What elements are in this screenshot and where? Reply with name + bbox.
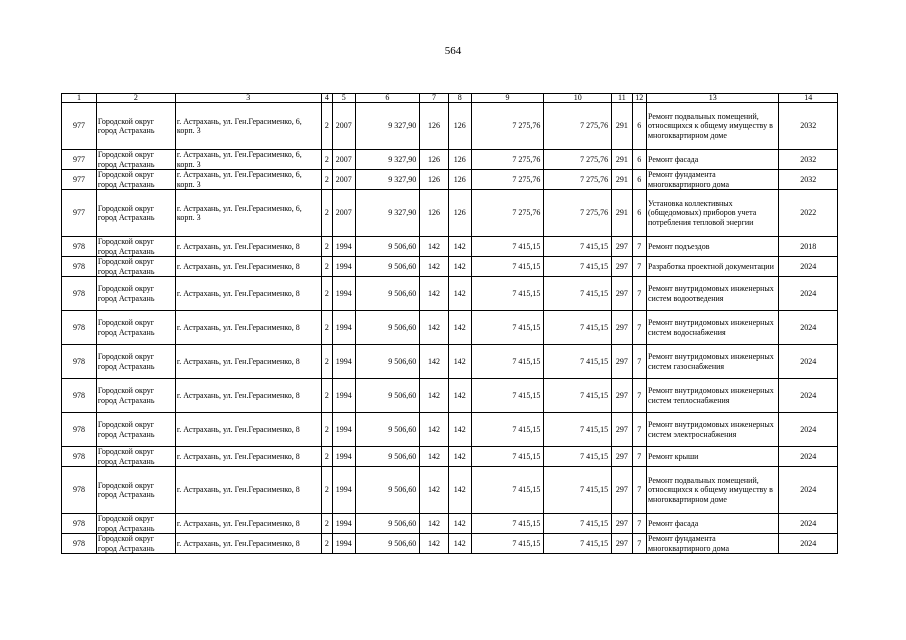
floors-cell: 2: [321, 311, 332, 345]
table-row: [62, 170, 838, 190]
category-cell: 7: [632, 447, 646, 467]
premises-area-cell: 7 415,15: [544, 413, 612, 447]
total-area-cell: 9 327,90: [355, 170, 420, 190]
living-area-cell: 7 415,15: [471, 277, 544, 311]
apartments-cell: 297: [612, 277, 633, 311]
residents-cell: 126: [420, 170, 449, 190]
living-area-cell: 7 415,15: [471, 534, 544, 554]
address-cell: г. Астрахань, ул. Ген.Герасименко, 8: [175, 345, 321, 379]
plan-year-cell: 2024: [779, 257, 838, 277]
floors-cell: 2: [321, 413, 332, 447]
registered-cell: 142: [448, 534, 471, 554]
address-cell: г. Астрахань, ул. Ген.Герасименко, 6, корп. 3: [175, 150, 321, 170]
residents-cell: 142: [420, 514, 449, 534]
category-cell: 7: [632, 237, 646, 257]
address-cell: г. Астрахань, ул. Ген.Герасименко, 8: [175, 514, 321, 534]
year-cell: 1994: [332, 311, 355, 345]
column-number: 8: [448, 94, 471, 103]
table-row: [62, 237, 838, 257]
work-type-cell: Ремонт фасада: [646, 514, 778, 534]
year-cell: 1994: [332, 257, 355, 277]
row-number-cell: 978: [62, 237, 97, 257]
living-area-cell: 7 415,15: [471, 345, 544, 379]
apartments-cell: 297: [612, 534, 633, 554]
municipality-cell: Городской округ город Астрахань: [96, 150, 175, 170]
row-number-cell: 978: [62, 379, 97, 413]
floors-cell: 2: [321, 170, 332, 190]
year-cell: 2007: [332, 103, 355, 150]
residents-cell: 142: [420, 277, 449, 311]
plan-year-cell: 2024: [779, 534, 838, 554]
premises-area-cell: 7 415,15: [544, 379, 612, 413]
year-cell: 1994: [332, 345, 355, 379]
residents-cell: 142: [420, 257, 449, 277]
floors-cell: 2: [321, 379, 332, 413]
residents-cell: 142: [420, 379, 449, 413]
municipality-cell: Городской округ город Астрахань: [96, 257, 175, 277]
residents-cell: 126: [420, 103, 449, 150]
floors-cell: 2: [321, 514, 332, 534]
apartments-cell: 297: [612, 447, 633, 467]
municipality-cell: Городской округ город Астрахань: [96, 345, 175, 379]
row-number-cell: 978: [62, 447, 97, 467]
floors-cell: 2: [321, 467, 332, 514]
work-type-cell: Ремонт фундамента многоквартирного дома: [646, 170, 778, 190]
registered-cell: 142: [448, 257, 471, 277]
apartments-cell: 297: [612, 345, 633, 379]
premises-area-cell: 7 415,15: [544, 447, 612, 467]
living-area-cell: 7 415,15: [471, 413, 544, 447]
registered-cell: 142: [448, 277, 471, 311]
apartments-cell: 297: [612, 413, 633, 447]
address-cell: г. Астрахань, ул. Ген.Герасименко, 8: [175, 311, 321, 345]
total-area-cell: 9 506,60: [355, 379, 420, 413]
column-number: 2: [96, 94, 175, 103]
table-row: [62, 379, 838, 413]
work-type-cell: Ремонт подъездов: [646, 237, 778, 257]
premises-area-cell: 7 415,15: [544, 467, 612, 514]
premises-area-cell: 7 415,15: [544, 277, 612, 311]
municipality-cell: Городской округ город Астрахань: [96, 534, 175, 554]
apartments-cell: 291: [612, 150, 633, 170]
apartments-cell: 291: [612, 190, 633, 237]
year-cell: 1994: [332, 413, 355, 447]
category-cell: 6: [632, 103, 646, 150]
column-number: 5: [332, 94, 355, 103]
category-cell: 7: [632, 379, 646, 413]
year-cell: 1994: [332, 277, 355, 311]
registered-cell: 126: [448, 190, 471, 237]
premises-area-cell: 7 415,15: [544, 514, 612, 534]
floors-cell: 2: [321, 447, 332, 467]
category-cell: 6: [632, 170, 646, 190]
row-number-cell: 978: [62, 277, 97, 311]
work-type-cell: Ремонт фасада: [646, 150, 778, 170]
registered-cell: 142: [448, 379, 471, 413]
table-row: [62, 514, 838, 534]
premises-area-cell: 7 275,76: [544, 170, 612, 190]
register-table: [61, 93, 838, 554]
page-number: 564: [444, 45, 462, 57]
municipality-cell: Городской округ город Астрахань: [96, 379, 175, 413]
address-cell: г. Астрахань, ул. Ген.Герасименко, 8: [175, 257, 321, 277]
category-cell: 7: [632, 534, 646, 554]
residents-cell: 142: [420, 534, 449, 554]
registered-cell: 142: [448, 237, 471, 257]
floors-cell: 2: [321, 257, 332, 277]
floors-cell: 2: [321, 237, 332, 257]
category-cell: 6: [632, 190, 646, 237]
apartments-cell: 297: [612, 237, 633, 257]
work-type-cell: Ремонт внутридомовых инженерных систем электроснабжения: [646, 413, 778, 447]
row-number-cell: 978: [62, 311, 97, 345]
municipality-cell: Городской округ город Астрахань: [96, 190, 175, 237]
row-number-cell: 978: [62, 413, 97, 447]
living-area-cell: 7 415,15: [471, 257, 544, 277]
row-number-cell: 977: [62, 150, 97, 170]
work-type-cell: Ремонт фундамента многоквартирного дома: [646, 534, 778, 554]
address-cell: г. Астрахань, ул. Ген.Герасименко, 8: [175, 277, 321, 311]
apartments-cell: 291: [612, 170, 633, 190]
living-area-cell: 7 275,76: [471, 190, 544, 237]
address-cell: г. Астрахань, ул. Ген.Герасименко, 6, корп. 3: [175, 190, 321, 237]
residents-cell: 142: [420, 237, 449, 257]
category-cell: 7: [632, 345, 646, 379]
address-cell: г. Астрахань, ул. Ген.Герасименко, 8: [175, 467, 321, 514]
living-area-cell: 7 415,15: [471, 311, 544, 345]
table-row: [62, 447, 838, 467]
apartments-cell: 297: [612, 257, 633, 277]
address-cell: г. Астрахань, ул. Ген.Герасименко, 8: [175, 447, 321, 467]
work-type-cell: Ремонт подвальных помещений, относящихся к общему имуществу в многоквартирном доме: [646, 103, 778, 150]
residents-cell: 142: [420, 413, 449, 447]
row-number-cell: 978: [62, 514, 97, 534]
total-area-cell: 9 506,60: [355, 534, 420, 554]
floors-cell: 2: [321, 150, 332, 170]
registered-cell: 126: [448, 150, 471, 170]
registered-cell: 142: [448, 345, 471, 379]
column-number: 10: [544, 94, 612, 103]
category-cell: 7: [632, 257, 646, 277]
table-row: [62, 311, 838, 345]
total-area-cell: 9 506,60: [355, 413, 420, 447]
work-type-cell: Установка коллективных (общедомовых) приборов учета потребления тепловой энергии: [646, 190, 778, 237]
residents-cell: 126: [420, 150, 449, 170]
column-number: 1: [62, 94, 97, 103]
work-type-cell: Ремонт внутридомовых инженерных систем водоотведения: [646, 277, 778, 311]
year-cell: 1994: [332, 447, 355, 467]
address-cell: г. Астрахань, ул. Ген.Герасименко, 8: [175, 534, 321, 554]
year-cell: 1994: [332, 534, 355, 554]
column-number: 13: [646, 94, 778, 103]
plan-year-cell: 2032: [779, 150, 838, 170]
apartments-cell: 297: [612, 311, 633, 345]
floors-cell: 2: [321, 277, 332, 311]
year-cell: 1994: [332, 237, 355, 257]
premises-area-cell: 7 415,15: [544, 311, 612, 345]
row-number-cell: 978: [62, 467, 97, 514]
total-area-cell: 9 327,90: [355, 150, 420, 170]
registered-cell: 126: [448, 103, 471, 150]
column-number: 12: [632, 94, 646, 103]
residents-cell: 142: [420, 467, 449, 514]
table-row: [62, 257, 838, 277]
table-row: [62, 150, 838, 170]
total-area-cell: 9 327,90: [355, 190, 420, 237]
table-row: [62, 277, 838, 311]
category-cell: 7: [632, 277, 646, 311]
total-area-cell: 9 506,60: [355, 277, 420, 311]
municipality-cell: Городской округ город Астрахань: [96, 170, 175, 190]
address-cell: г. Астрахань, ул. Ген.Герасименко, 6, корп. 3: [175, 170, 321, 190]
address-cell: г. Астрахань, ул. Ген.Герасименко, 8: [175, 237, 321, 257]
living-area-cell: 7 275,76: [471, 103, 544, 150]
table-row: [62, 413, 838, 447]
table-row: [62, 534, 838, 554]
premises-area-cell: 7 415,15: [544, 345, 612, 379]
living-area-cell: 7 415,15: [471, 514, 544, 534]
work-type-cell: Ремонт внутридомовых инженерных систем водоснабжения: [646, 311, 778, 345]
work-type-cell: Разработка проектной документации: [646, 257, 778, 277]
column-number: 3: [175, 94, 321, 103]
living-area-cell: 7 415,15: [471, 379, 544, 413]
category-cell: 7: [632, 413, 646, 447]
table-row: [62, 345, 838, 379]
residents-cell: 142: [420, 311, 449, 345]
work-type-cell: Ремонт подвальных помещений, относящихся к общему имуществу в многоквартирном доме: [646, 467, 778, 514]
work-type-cell: Ремонт внутридомовых инженерных систем теплоснабжения: [646, 379, 778, 413]
category-cell: 6: [632, 150, 646, 170]
total-area-cell: 9 506,60: [355, 467, 420, 514]
year-cell: 1994: [332, 514, 355, 534]
total-area-cell: 9 327,90: [355, 103, 420, 150]
work-type-cell: Ремонт крыши: [646, 447, 778, 467]
living-area-cell: 7 415,15: [471, 447, 544, 467]
row-number-cell: 978: [62, 534, 97, 554]
total-area-cell: 9 506,60: [355, 257, 420, 277]
premises-area-cell: 7 415,15: [544, 257, 612, 277]
table-row: [62, 467, 838, 514]
total-area-cell: 9 506,60: [355, 447, 420, 467]
floors-cell: 2: [321, 103, 332, 150]
address-cell: г. Астрахань, ул. Ген.Герасименко, 8: [175, 379, 321, 413]
municipality-cell: Городской округ город Астрахань: [96, 447, 175, 467]
row-number-cell: 977: [62, 103, 97, 150]
year-cell: 2007: [332, 150, 355, 170]
municipality-cell: Городской округ город Астрахань: [96, 311, 175, 345]
residents-cell: 142: [420, 447, 449, 467]
registered-cell: 142: [448, 467, 471, 514]
row-number-cell: 978: [62, 345, 97, 379]
plan-year-cell: 2024: [779, 277, 838, 311]
registered-cell: 126: [448, 170, 471, 190]
plan-year-cell: 2024: [779, 447, 838, 467]
column-number-row: [62, 94, 838, 103]
municipality-cell: Городской округ город Астрахань: [96, 103, 175, 150]
table-body: [62, 94, 838, 554]
apartments-cell: 291: [612, 103, 633, 150]
plan-year-cell: 2024: [779, 379, 838, 413]
municipality-cell: Городской округ город Астрахань: [96, 277, 175, 311]
column-number: 6: [355, 94, 420, 103]
registered-cell: 142: [448, 311, 471, 345]
category-cell: 7: [632, 514, 646, 534]
total-area-cell: 9 506,60: [355, 514, 420, 534]
registered-cell: 142: [448, 413, 471, 447]
premises-area-cell: 7 275,76: [544, 103, 612, 150]
year-cell: 1994: [332, 379, 355, 413]
plan-year-cell: 2024: [779, 311, 838, 345]
plan-year-cell: 2032: [779, 103, 838, 150]
municipality-cell: Городской округ город Астрахань: [96, 413, 175, 447]
floors-cell: 2: [321, 345, 332, 379]
plan-year-cell: 2024: [779, 413, 838, 447]
premises-area-cell: 7 415,15: [544, 534, 612, 554]
premises-area-cell: 7 275,76: [544, 190, 612, 237]
premises-area-cell: 7 275,76: [544, 150, 612, 170]
floors-cell: 2: [321, 190, 332, 237]
plan-year-cell: 2022: [779, 190, 838, 237]
registered-cell: 142: [448, 447, 471, 467]
living-area-cell: 7 415,15: [471, 467, 544, 514]
municipality-cell: Городской округ город Астрахань: [96, 237, 175, 257]
premises-area-cell: 7 415,15: [544, 237, 612, 257]
apartments-cell: 297: [612, 379, 633, 413]
column-number: 7: [420, 94, 449, 103]
column-number: 9: [471, 94, 544, 103]
total-area-cell: 9 506,60: [355, 345, 420, 379]
plan-year-cell: 2024: [779, 345, 838, 379]
plan-year-cell: 2018: [779, 237, 838, 257]
table-row: [62, 190, 838, 237]
total-area-cell: 9 506,60: [355, 237, 420, 257]
municipality-cell: Городской округ город Астрахань: [96, 514, 175, 534]
row-number-cell: 977: [62, 190, 97, 237]
address-cell: г. Астрахань, ул. Ген.Герасименко, 8: [175, 413, 321, 447]
plan-year-cell: 2032: [779, 170, 838, 190]
row-number-cell: 978: [62, 257, 97, 277]
address-cell: г. Астрахань, ул. Ген.Герасименко, 6, корп. 3: [175, 103, 321, 150]
living-area-cell: 7 275,76: [471, 170, 544, 190]
apartments-cell: 297: [612, 467, 633, 514]
column-number: 4: [321, 94, 332, 103]
residents-cell: 126: [420, 190, 449, 237]
year-cell: 2007: [332, 190, 355, 237]
registered-cell: 142: [448, 514, 471, 534]
year-cell: 2007: [332, 170, 355, 190]
residents-cell: 142: [420, 345, 449, 379]
category-cell: 7: [632, 311, 646, 345]
living-area-cell: 7 415,15: [471, 237, 544, 257]
municipality-cell: Городской округ город Астрахань: [96, 467, 175, 514]
column-number: 11: [612, 94, 633, 103]
column-number: 14: [779, 94, 838, 103]
floors-cell: 2: [321, 534, 332, 554]
apartments-cell: 297: [612, 514, 633, 534]
category-cell: 7: [632, 467, 646, 514]
plan-year-cell: 2024: [779, 467, 838, 514]
work-type-cell: Ремонт внутридомовых инженерных систем газоснабжения: [646, 345, 778, 379]
table-row: [62, 103, 838, 150]
living-area-cell: 7 275,76: [471, 150, 544, 170]
year-cell: 1994: [332, 467, 355, 514]
total-area-cell: 9 506,60: [355, 311, 420, 345]
plan-year-cell: 2024: [779, 514, 838, 534]
row-number-cell: 977: [62, 170, 97, 190]
